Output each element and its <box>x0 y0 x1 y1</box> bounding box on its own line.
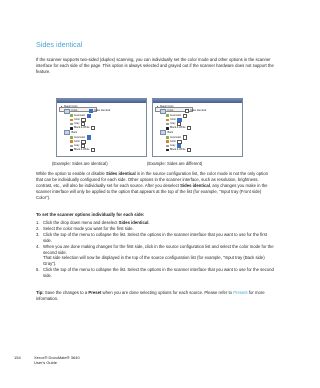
automatic-icon <box>70 114 73 117</box>
body-paragraph: While the option to enable or disable Sides identical is in the source configuration list, the color mode is not the only option that can be individually configured for each side. Other options in the scanner interface, such as resolution, brightness, contrast, etc., will also be individually set for each source. After you deselect Sides identical, any changes you make in the scanner interface will only be applied to the option that appears at the top of the list (for example, "Input tray (Front side) Color"). <box>36 171 268 200</box>
child-checkbox[interactable] <box>187 148 191 152</box>
child-checkbox[interactable] <box>183 114 187 118</box>
automatic-icon <box>166 136 169 139</box>
step-item: 3. Click the top of the menu to collapse the list. Select the options in the scanner interface that you want to use for the first side. <box>36 231 267 243</box>
bw-icon <box>166 149 169 152</box>
bw-icon <box>166 127 169 130</box>
bw-icon <box>70 149 73 152</box>
tree-child[interactable]: Color <box>157 140 240 144</box>
tree-child[interactable]: Gray <box>61 122 144 126</box>
tree-root-label: Stapel Color <box>159 105 174 108</box>
dropdown-bar <box>153 99 242 103</box>
collapse-icon: ▸ <box>61 105 63 108</box>
caption-left: (Example: Sides are identical) <box>52 161 108 166</box>
gray-icon <box>70 123 73 126</box>
tree-child[interactable]: Gray <box>157 122 240 126</box>
screenshot-sides-identical <box>56 98 147 157</box>
gray-icon <box>166 145 169 148</box>
color-icon <box>166 119 169 122</box>
tree-child[interactable]: Black & White <box>157 148 240 152</box>
child-checkbox[interactable] <box>187 126 191 130</box>
sides-identical-option[interactable]: Sides identical <box>185 109 206 113</box>
step-item: 2. Select the color mode you want for the first side. <box>36 225 134 231</box>
gray-icon <box>70 145 73 148</box>
tree-child[interactable]: Black & White <box>61 126 144 130</box>
page-footer <box>14 355 80 365</box>
section-title: Sides identical <box>36 40 83 49</box>
tree-child[interactable]: Color <box>157 118 240 122</box>
bw-icon <box>70 127 73 130</box>
footer-product: Xerox® DocuMate® 3640 User's Guide <box>34 355 80 365</box>
back-side-icon <box>160 130 166 135</box>
tree-child[interactable]: Automatic <box>61 114 144 118</box>
tip-paragraph: Tip: Save the changes to a Preset when you are done selecting options for each source. Please refer to Presets for more information. <box>36 290 265 301</box>
step-note: That side selection will now be displayed in the top of the source configuration list (for example, "Input tray (Back side) Gray"). <box>43 255 265 267</box>
presets-link[interactable]: Presets <box>233 290 248 295</box>
gray-icon <box>166 123 169 126</box>
back-side-icon <box>64 130 70 135</box>
automatic-icon <box>166 114 169 117</box>
child-checkbox[interactable] <box>183 135 187 139</box>
tree-child[interactable]: Automatic <box>157 135 240 139</box>
back-label: Back <box>71 131 78 135</box>
page-number: 154 <box>14 355 21 360</box>
dropdown-bar <box>57 99 146 103</box>
color-icon <box>70 119 73 122</box>
procedure-heading: To set the scanner options individually for each side: <box>36 212 145 217</box>
sides-identical-checkbox[interactable] <box>89 109 93 113</box>
caption-right: (Example: Sides are different) <box>147 161 203 166</box>
tree-child[interactable]: Color <box>61 140 144 144</box>
automatic-icon <box>70 136 73 139</box>
source-tree <box>61 105 144 152</box>
step-item: 1. Click the drop down menu and deselect Sides identical. <box>36 220 150 225</box>
tree-child[interactable]: Black & White <box>61 148 144 152</box>
collapse-icon: ▸ <box>157 105 159 108</box>
color-icon <box>166 140 169 143</box>
sides-identical-checkbox[interactable] <box>185 109 189 113</box>
tree-child[interactable]: Black & White <box>157 126 240 130</box>
sides-identical-option[interactable]: Sides identical <box>89 109 110 113</box>
child-checkbox[interactable] <box>91 126 95 130</box>
child-checkbox[interactable] <box>91 148 95 152</box>
tree-child[interactable]: Gray <box>157 144 240 148</box>
tree-child[interactable]: Automatic <box>157 114 240 118</box>
front-label: Front <box>71 109 78 113</box>
steps-list <box>36 220 276 279</box>
step-item: 4. When you are done making changes for the first side, click in the source configuration list and select the color mode for the second side. <box>36 243 274 255</box>
tree-root-label: Stapel Color <box>63 105 78 108</box>
front-side-icon <box>64 109 70 114</box>
front-side-icon <box>160 109 166 114</box>
step-item: 5. Click the top of the menu to collapse the list. Select the options in the scanner interface that you want to use for the second side. <box>36 267 274 279</box>
child-checkbox[interactable] <box>87 135 91 139</box>
tree-child[interactable]: Gray <box>61 144 144 148</box>
tree-child[interactable]: Color <box>61 118 144 122</box>
front-label: Front <box>167 109 174 113</box>
intro-paragraph: If the scanner supports two-sided (duplex) scanning, you can individually set the color mode and other options in the scanner interface for each side of the page. This option is always selected and grayed out if the scanner hardware does not support the feature. <box>36 57 274 74</box>
color-icon <box>70 140 73 143</box>
screenshot-sides-different <box>152 98 243 157</box>
source-tree <box>157 105 240 152</box>
child-checkbox[interactable] <box>87 114 91 118</box>
back-label: Back <box>167 131 174 135</box>
tree-child[interactable]: Automatic <box>61 135 144 139</box>
